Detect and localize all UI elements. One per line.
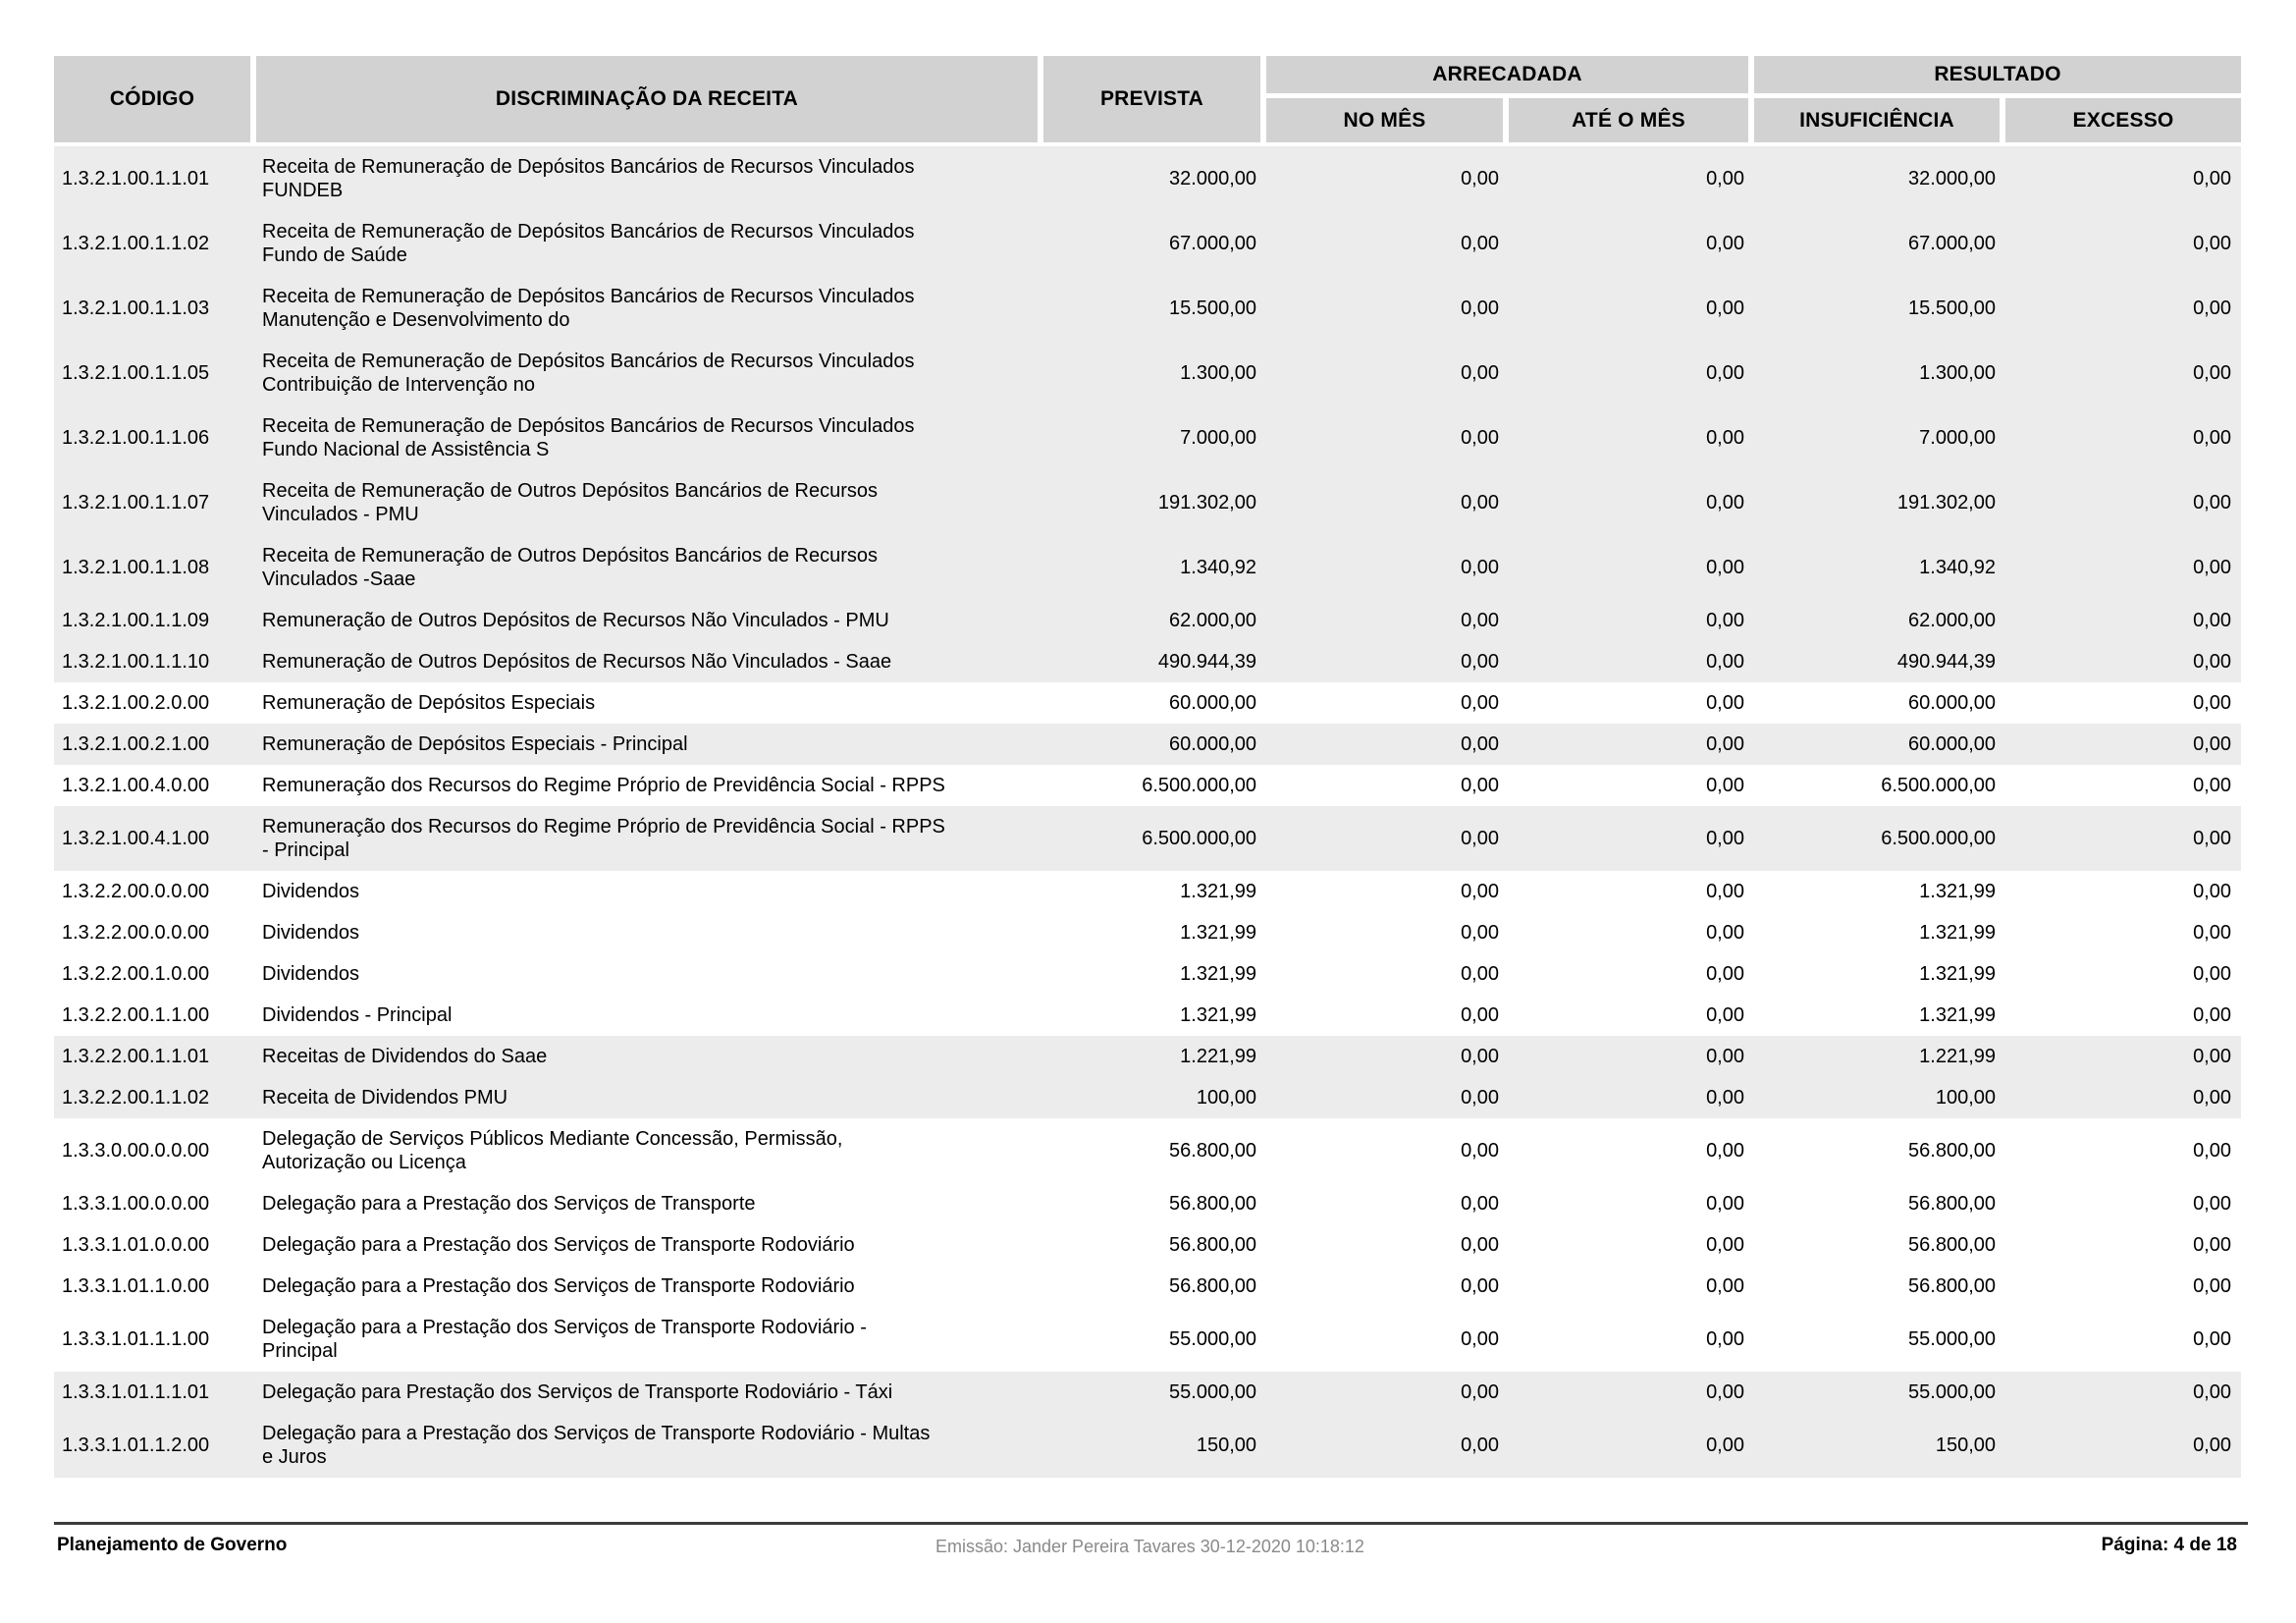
cell-excesso: 0,00 <box>2193 651 2231 673</box>
cell-no-mes: 0,00 <box>1461 233 1499 254</box>
cell-no-mes: 0,00 <box>1461 881 1499 902</box>
cell-ate-o-mes: 0,00 <box>1706 298 1744 319</box>
cell-codigo: 1.3.2.1.00.1.1.05 <box>62 362 210 384</box>
cell-insuficiencia: 56.800,00 <box>1908 1234 1996 1256</box>
cell-ate-o-mes: 0,00 <box>1706 651 1744 673</box>
table-row <box>54 1413 2241 1478</box>
cell-excesso: 0,00 <box>2193 1275 2231 1297</box>
cell-prevista: 6.500.000,00 <box>1142 828 1256 849</box>
cell-prevista: 100,00 <box>1196 1087 1256 1109</box>
cell-excesso: 0,00 <box>2193 1381 2231 1403</box>
cell-ate-o-mes: 0,00 <box>1706 362 1744 384</box>
cell-excesso: 0,00 <box>2193 1046 2231 1067</box>
cell-insuficiencia: 1.321,99 <box>1919 881 1996 902</box>
cell-codigo: 1.3.2.1.00.1.1.08 <box>62 557 210 578</box>
cell-prevista: 1.340,92 <box>1180 557 1256 578</box>
cell-codigo: 1.3.2.2.00.1.1.01 <box>62 1046 210 1067</box>
table-row <box>54 211 2241 276</box>
cell-excesso: 0,00 <box>2193 828 2231 849</box>
cell-excesso: 0,00 <box>2193 1087 2231 1109</box>
cell-ate-o-mes: 0,00 <box>1706 233 1744 254</box>
table-row <box>54 406 2241 470</box>
cell-ate-o-mes: 0,00 <box>1706 881 1744 902</box>
table-row <box>54 1266 2241 1307</box>
cell-ate-o-mes: 0,00 <box>1706 1140 1744 1162</box>
cell-prevista: 62.000,00 <box>1169 610 1256 631</box>
cell-codigo: 1.3.2.1.00.1.1.09 <box>62 610 210 631</box>
table-row <box>54 1224 2241 1266</box>
cell-descricao: Remuneração de Depósitos Especiais - Principal <box>262 733 688 755</box>
header-ate-o-mes: ATÉ O MÊS <box>1509 98 1754 142</box>
cell-insuficiencia: 56.800,00 <box>1908 1275 1996 1297</box>
cell-ate-o-mes: 0,00 <box>1706 1275 1744 1297</box>
cell-prevista: 191.302,00 <box>1157 492 1256 514</box>
footer-page-number: Página: 4 de 18 <box>2101 1535 2237 1555</box>
cell-insuficiencia: 32.000,00 <box>1908 168 1996 189</box>
cell-insuficiencia: 67.000,00 <box>1908 233 1996 254</box>
table-row <box>54 641 2241 682</box>
cell-codigo: 1.3.3.0.00.0.0.00 <box>62 1140 210 1162</box>
cell-ate-o-mes: 0,00 <box>1706 610 1744 631</box>
cell-no-mes: 0,00 <box>1461 1087 1499 1109</box>
cell-insuficiencia: 55.000,00 <box>1908 1381 1996 1403</box>
cell-insuficiencia: 191.302,00 <box>1896 492 1996 514</box>
cell-codigo: 1.3.2.2.00.0.0.00 <box>62 922 210 944</box>
cell-excesso: 0,00 <box>2193 963 2231 985</box>
cell-excesso: 0,00 <box>2193 1434 2231 1456</box>
cell-descricao: Dividendos <box>262 963 359 985</box>
cell-insuficiencia: 490.944,39 <box>1896 651 1996 673</box>
cell-codigo: 1.3.3.1.00.0.0.00 <box>62 1193 210 1215</box>
cell-excesso: 0,00 <box>2193 557 2231 578</box>
cell-codigo: 1.3.2.1.00.1.1.06 <box>62 427 210 449</box>
cell-ate-o-mes: 0,00 <box>1706 733 1744 755</box>
cell-no-mes: 0,00 <box>1461 362 1499 384</box>
cell-prevista: 1.321,99 <box>1180 963 1256 985</box>
cell-insuficiencia: 7.000,00 <box>1919 427 1996 449</box>
table-row <box>54 995 2241 1036</box>
cell-insuficiencia: 1.321,99 <box>1919 1004 1996 1026</box>
cell-descricao: Receita de Remuneração de Outros Depósitos Bancários de Recursos Vinculados - PMU <box>262 480 878 525</box>
cell-excesso: 0,00 <box>2193 298 2231 319</box>
cell-excesso: 0,00 <box>2193 692 2231 714</box>
cell-prevista: 32.000,00 <box>1169 168 1256 189</box>
cell-codigo: 1.3.2.2.00.1.1.00 <box>62 1004 210 1026</box>
cell-descricao: Dividendos <box>262 922 359 944</box>
cell-descricao: Remuneração dos Recursos do Regime Próprio de Previdência Social - RPPS - Principal <box>262 816 945 861</box>
cell-insuficiencia: 1.321,99 <box>1919 963 1996 985</box>
cell-descricao: Remuneração de Outros Depósitos de Recursos Não Vinculados - Saae <box>262 651 892 673</box>
cell-codigo: 1.3.2.1.00.1.1.07 <box>62 492 210 514</box>
cell-ate-o-mes: 0,00 <box>1706 427 1744 449</box>
header-discriminacao-da-receita: DISCRIMINAÇÃO DA RECEITA <box>256 56 1043 142</box>
cell-ate-o-mes: 0,00 <box>1706 1087 1744 1109</box>
cell-prevista: 150,00 <box>1196 1434 1256 1456</box>
cell-descricao: Receita de Remuneração de Depósitos Bancários de Recursos Vinculados FUNDEB <box>262 156 915 201</box>
cell-excesso: 0,00 <box>2193 362 2231 384</box>
cell-codigo: 1.3.2.1.00.2.1.00 <box>62 733 210 755</box>
cell-insuficiencia: 56.800,00 <box>1908 1140 1996 1162</box>
cell-ate-o-mes: 0,00 <box>1706 1328 1744 1350</box>
header-excesso: EXCESSO <box>2005 98 2241 142</box>
footer-emission-info: Emissão: Jander Pereira Tavares 30-12-2020 10:18:12 <box>935 1537 1364 1556</box>
cell-codigo: 1.3.3.1.01.1.2.00 <box>62 1434 210 1456</box>
cell-descricao: Receita de Remuneração de Depósitos Bancários de Recursos Vinculados Contribuição de Intervenção no <box>262 351 915 396</box>
header-no-mes: NO MÊS <box>1266 98 1509 142</box>
cell-descricao: Delegação de Serviços Públicos Mediante Concessão, Permissão, Autorização ou Licença <box>262 1128 843 1173</box>
cell-codigo: 1.3.2.1.00.2.0.00 <box>62 692 210 714</box>
cell-prevista: 1.321,99 <box>1180 922 1256 944</box>
table-row <box>54 953 2241 995</box>
cell-no-mes: 0,00 <box>1461 168 1499 189</box>
cell-descricao: Delegação para a Prestação dos Serviços de Transporte <box>262 1193 756 1215</box>
cell-excesso: 0,00 <box>2193 733 2231 755</box>
cell-ate-o-mes: 0,00 <box>1706 1193 1744 1215</box>
cell-ate-o-mes: 0,00 <box>1706 922 1744 944</box>
cell-no-mes: 0,00 <box>1461 1328 1499 1350</box>
cell-no-mes: 0,00 <box>1461 733 1499 755</box>
cell-no-mes: 0,00 <box>1461 1381 1499 1403</box>
cell-descricao: Delegação para a Prestação dos Serviços de Transporte Rodoviário <box>262 1275 855 1297</box>
cell-prevista: 56.800,00 <box>1169 1234 1256 1256</box>
cell-codigo: 1.3.2.1.00.4.0.00 <box>62 775 210 796</box>
table-row <box>54 600 2241 641</box>
cell-excesso: 0,00 <box>2193 492 2231 514</box>
cell-insuficiencia: 15.500,00 <box>1908 298 1996 319</box>
cell-ate-o-mes: 0,00 <box>1706 828 1744 849</box>
cell-excesso: 0,00 <box>2193 1193 2231 1215</box>
table-row <box>54 535 2241 600</box>
cell-codigo: 1.3.2.1.00.1.1.03 <box>62 298 210 319</box>
table-header <box>54 56 2241 142</box>
cell-no-mes: 0,00 <box>1461 610 1499 631</box>
cell-prevista: 55.000,00 <box>1169 1328 1256 1350</box>
header-insuficiencia: INSUFICIÊNCIA <box>1754 98 2005 142</box>
table-row <box>54 1183 2241 1224</box>
cell-insuficiencia: 60.000,00 <box>1908 733 1996 755</box>
cell-excesso: 0,00 <box>2193 775 2231 796</box>
cell-excesso: 0,00 <box>2193 1140 2231 1162</box>
table-row <box>54 806 2241 871</box>
cell-codigo: 1.3.2.1.00.1.1.10 <box>62 651 210 673</box>
footer-report-title: Planejamento de Governo <box>57 1535 288 1555</box>
cell-excesso: 0,00 <box>2193 881 2231 902</box>
cell-excesso: 0,00 <box>2193 1328 2231 1350</box>
cell-prevista: 55.000,00 <box>1169 1381 1256 1403</box>
cell-descricao: Delegação para a Prestação dos Serviços de Transporte Rodoviário - Multas e Juros <box>262 1423 931 1468</box>
cell-no-mes: 0,00 <box>1461 1275 1499 1297</box>
cell-prevista: 56.800,00 <box>1169 1193 1256 1215</box>
cell-prevista: 67.000,00 <box>1169 233 1256 254</box>
table-row <box>54 682 2241 724</box>
cell-no-mes: 0,00 <box>1461 1234 1499 1256</box>
header-prevista: PREVISTA <box>1043 56 1266 142</box>
table-row <box>54 724 2241 765</box>
cell-ate-o-mes: 0,00 <box>1706 168 1744 189</box>
cell-descricao: Remuneração de Outros Depósitos de Recursos Não Vinculados - PMU <box>262 610 889 631</box>
cell-ate-o-mes: 0,00 <box>1706 1381 1744 1403</box>
table-row <box>54 146 2241 211</box>
cell-no-mes: 0,00 <box>1461 1004 1499 1026</box>
cell-excesso: 0,00 <box>2193 427 2231 449</box>
cell-codigo: 1.3.2.1.00.1.1.01 <box>62 168 210 189</box>
cell-descricao: Receita de Remuneração de Depósitos Bancários de Recursos Vinculados Fundo de Saúde <box>262 221 915 266</box>
table-row <box>54 871 2241 912</box>
cell-codigo: 1.3.3.1.01.1.0.00 <box>62 1275 210 1297</box>
cell-ate-o-mes: 0,00 <box>1706 492 1744 514</box>
cell-ate-o-mes: 0,00 <box>1706 1046 1744 1067</box>
cell-prevista: 7.000,00 <box>1180 427 1256 449</box>
cell-codigo: 1.3.2.2.00.1.0.00 <box>62 963 210 985</box>
cell-descricao: Remuneração dos Recursos do Regime Próprio de Previdência Social - RPPS <box>262 775 945 796</box>
cell-descricao: Receita de Remuneração de Depósitos Bancários de Recursos Vinculados Manutenção e Desenvolvimento do <box>262 286 915 331</box>
cell-prevista: 1.321,99 <box>1180 881 1256 902</box>
header-codigo: CÓDIGO <box>54 56 256 142</box>
table-row <box>54 1307 2241 1372</box>
cell-descricao: Dividendos <box>262 881 359 902</box>
table-row <box>54 470 2241 535</box>
cell-insuficiencia: 1.300,00 <box>1919 362 1996 384</box>
cell-insuficiencia: 56.800,00 <box>1908 1193 1996 1215</box>
cell-prevista: 56.800,00 <box>1169 1275 1256 1297</box>
cell-no-mes: 0,00 <box>1461 651 1499 673</box>
cell-prevista: 60.000,00 <box>1169 733 1256 755</box>
cell-codigo: 1.3.3.1.01.1.1.01 <box>62 1381 210 1403</box>
cell-prevista: 56.800,00 <box>1169 1140 1256 1162</box>
cell-insuficiencia: 6.500.000,00 <box>1881 828 1996 849</box>
cell-no-mes: 0,00 <box>1461 557 1499 578</box>
cell-no-mes: 0,00 <box>1461 775 1499 796</box>
table-row <box>54 765 2241 806</box>
table-row <box>54 1118 2241 1183</box>
cell-descricao: Receita de Dividendos PMU <box>262 1087 508 1109</box>
cell-no-mes: 0,00 <box>1461 298 1499 319</box>
cell-insuficiencia: 6.500.000,00 <box>1881 775 1996 796</box>
cell-descricao: Delegação para a Prestação dos Serviços de Transporte Rodoviário <box>262 1234 855 1256</box>
table-row <box>54 1077 2241 1118</box>
cell-no-mes: 0,00 <box>1461 427 1499 449</box>
cell-excesso: 0,00 <box>2193 1234 2231 1256</box>
cell-descricao: Delegação para a Prestação dos Serviços de Transporte Rodoviário - Principal <box>262 1317 867 1362</box>
cell-ate-o-mes: 0,00 <box>1706 1434 1744 1456</box>
cell-insuficiencia: 62.000,00 <box>1908 610 1996 631</box>
cell-insuficiencia: 55.000,00 <box>1908 1328 1996 1350</box>
table-row <box>54 1372 2241 1413</box>
cell-no-mes: 0,00 <box>1461 1193 1499 1215</box>
cell-ate-o-mes: 0,00 <box>1706 963 1744 985</box>
cell-no-mes: 0,00 <box>1461 1046 1499 1067</box>
cell-descricao: Delegação para Prestação dos Serviços de Transporte Rodoviário - Táxi <box>262 1381 893 1403</box>
header-arrecadada: ARRECADADA <box>1266 56 1754 93</box>
cell-insuficiencia: 150,00 <box>1935 1434 1996 1456</box>
cell-prevista: 1.300,00 <box>1180 362 1256 384</box>
cell-descricao: Remuneração de Depósitos Especiais <box>262 692 596 714</box>
cell-insuficiencia: 1.221,99 <box>1919 1046 1996 1067</box>
cell-ate-o-mes: 0,00 <box>1706 775 1744 796</box>
cell-no-mes: 0,00 <box>1461 692 1499 714</box>
table-row <box>54 276 2241 341</box>
table-row <box>54 341 2241 406</box>
cell-prevista: 60.000,00 <box>1169 692 1256 714</box>
cell-excesso: 0,00 <box>2193 168 2231 189</box>
table-row <box>54 912 2241 953</box>
cell-excesso: 0,00 <box>2193 922 2231 944</box>
cell-no-mes: 0,00 <box>1461 828 1499 849</box>
cell-descricao: Receita de Remuneração de Depósitos Bancários de Recursos Vinculados Fundo Nacional de Assistência S <box>262 415 915 460</box>
cell-ate-o-mes: 0,00 <box>1706 1004 1744 1026</box>
footer-divider <box>54 1522 2248 1525</box>
cell-excesso: 0,00 <box>2193 1004 2231 1026</box>
cell-codigo: 1.3.3.1.01.1.1.00 <box>62 1328 210 1350</box>
cell-prevista: 6.500.000,00 <box>1142 775 1256 796</box>
cell-descricao: Dividendos - Principal <box>262 1004 453 1026</box>
cell-insuficiencia: 1.340,92 <box>1919 557 1996 578</box>
cell-descricao: Receita de Remuneração de Outros Depósitos Bancários de Recursos Vinculados -Saae <box>262 545 878 590</box>
cell-prevista: 490.944,39 <box>1157 651 1256 673</box>
cell-codigo: 1.3.2.1.00.1.1.02 <box>62 233 210 254</box>
cell-excesso: 0,00 <box>2193 610 2231 631</box>
cell-no-mes: 0,00 <box>1461 963 1499 985</box>
revenue-table <box>54 56 2241 1478</box>
cell-prevista: 1.221,99 <box>1180 1046 1256 1067</box>
header-resultado: RESULTADO <box>1754 56 2241 93</box>
cell-ate-o-mes: 0,00 <box>1706 557 1744 578</box>
cell-codigo: 1.3.2.2.00.1.1.02 <box>62 1087 210 1109</box>
cell-codigo: 1.3.2.1.00.4.1.00 <box>62 828 210 849</box>
cell-insuficiencia: 1.321,99 <box>1919 922 1996 944</box>
cell-prevista: 15.500,00 <box>1169 298 1256 319</box>
cell-no-mes: 0,00 <box>1461 1140 1499 1162</box>
cell-no-mes: 0,00 <box>1461 1434 1499 1456</box>
cell-ate-o-mes: 0,00 <box>1706 692 1744 714</box>
cell-no-mes: 0,00 <box>1461 492 1499 514</box>
cell-prevista: 1.321,99 <box>1180 1004 1256 1026</box>
cell-excesso: 0,00 <box>2193 233 2231 254</box>
table-row <box>54 1036 2241 1077</box>
cell-codigo: 1.3.3.1.01.0.0.00 <box>62 1234 210 1256</box>
cell-insuficiencia: 60.000,00 <box>1908 692 1996 714</box>
cell-ate-o-mes: 0,00 <box>1706 1234 1744 1256</box>
cell-insuficiencia: 100,00 <box>1935 1087 1996 1109</box>
table-body <box>54 146 2241 1478</box>
cell-descricao: Receitas de Dividendos do Saae <box>262 1046 548 1067</box>
cell-codigo: 1.3.2.2.00.0.0.00 <box>62 881 210 902</box>
cell-no-mes: 0,00 <box>1461 922 1499 944</box>
